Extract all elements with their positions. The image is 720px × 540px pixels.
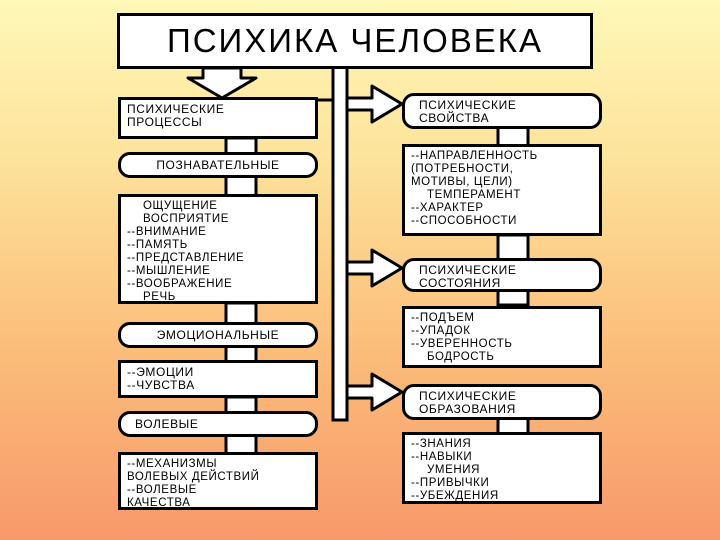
formations-item: --УБЕЖДЕНИЯ bbox=[411, 490, 499, 502]
emotional-item: --ЧУВСТВА bbox=[127, 378, 195, 392]
properties-item: --НАПРАВЛЕННОСТЬ bbox=[411, 150, 538, 162]
states-item: --УВЕРЕННОСТЬ bbox=[411, 338, 513, 350]
cognitive-item: --ВНИМАНИЕ bbox=[127, 226, 207, 238]
cognitive-item: РЕЧЬ bbox=[143, 291, 176, 303]
states-item: --ПОДЪЕМ bbox=[411, 312, 475, 324]
volitional-item: ВОЛЕВЫХ ДЕЙСТВИЙ bbox=[127, 471, 260, 483]
states-item: --УПАДОК bbox=[411, 325, 471, 337]
properties-item: --СПОСОБНОСТИ bbox=[411, 215, 517, 227]
formations-item: --ПРИВЫЧКИ bbox=[411, 477, 490, 489]
formations-item: --ЗНАНИЯ bbox=[411, 438, 472, 450]
properties-item: (ПОТРЕБНОСТИ, bbox=[411, 163, 514, 175]
properties-items-box bbox=[402, 144, 602, 236]
properties-item: --ХАРАКТЕР bbox=[411, 202, 484, 214]
states-items-box bbox=[402, 306, 602, 368]
title-down-arrow bbox=[188, 68, 256, 98]
page-title: ПСИХИКА ЧЕЛОВЕКА bbox=[167, 22, 543, 59]
formations-header-line-2: ОБРАЗОВАНИЯ bbox=[419, 402, 516, 416]
properties-header-box bbox=[402, 93, 602, 129]
cognitive-item: --ПАМЯТЬ bbox=[127, 239, 188, 251]
volitional-label: ВОЛЕВЫЕ bbox=[135, 417, 199, 431]
cognitive-items-box bbox=[118, 194, 318, 304]
volitional-label-box bbox=[118, 411, 318, 437]
cognitive-item: --ПРЕДСТАВЛЕНИЕ bbox=[127, 252, 245, 264]
processes-header-box bbox=[118, 97, 318, 139]
states-header-box bbox=[402, 258, 602, 292]
volitional-item: --МЕХАНИЗМЫ bbox=[127, 458, 218, 470]
emotional-items-box bbox=[118, 360, 318, 398]
title-box bbox=[117, 13, 593, 69]
states-item: БОДРОСТЬ bbox=[427, 351, 495, 363]
properties-item: МОТИВЫ, ЦЕЛИ) bbox=[411, 176, 513, 188]
emotional-item: --ЭМОЦИИ bbox=[127, 365, 194, 379]
volitional-item: КАЧЕСТВА bbox=[127, 497, 191, 509]
main-vertical-connector bbox=[333, 66, 347, 420]
cognitive-label-box bbox=[118, 152, 318, 178]
processes-header-line-1: ПСИХИЧЕСКИЕ bbox=[127, 102, 225, 116]
volitional-item: --ВОЛЕВЫЕ bbox=[127, 484, 197, 496]
cognitive-item: --ВООБРАЖЕНИЕ bbox=[127, 278, 233, 290]
formations-header-line-1: ПСИХИЧЕСКИЕ bbox=[419, 389, 517, 403]
states-header-line-1: ПСИХИЧЕСКИЕ bbox=[419, 263, 517, 277]
cognitive-label: ПОЗНАВАТЕЛЬНЫЕ bbox=[156, 158, 280, 172]
right-arrow-states bbox=[347, 250, 402, 286]
formations-header-box bbox=[402, 384, 602, 420]
properties-header-line-1: ПСИХИЧЕСКИЕ bbox=[419, 98, 517, 112]
left-link-2 bbox=[226, 176, 256, 196]
states-header-line-2: СОСТОЯНИЯ bbox=[419, 276, 501, 290]
right-arrow-formations bbox=[347, 374, 402, 410]
cognitive-item: --МЫШЛЕНИЕ bbox=[127, 265, 211, 277]
formations-item: --НАВЫКИ bbox=[411, 451, 473, 463]
volitional-items-box bbox=[118, 452, 318, 510]
properties-header-line-2: СВОЙСТВА bbox=[419, 111, 490, 125]
emotional-label-box bbox=[118, 322, 318, 348]
cognitive-item: ВОСПРИЯТИЕ bbox=[143, 213, 230, 225]
processes-header-line-2: ПРОЦЕССЫ bbox=[127, 115, 203, 129]
right-arrow-properties bbox=[347, 86, 402, 122]
properties-item: ТЕМПЕРАМЕНТ bbox=[427, 189, 521, 201]
formations-items-box bbox=[402, 432, 602, 504]
emotional-label: ЭМОЦИОНАЛЬНЫЕ bbox=[156, 328, 280, 342]
formations-item: УМЕНИЯ bbox=[427, 464, 481, 476]
cognitive-item: ОЩУЩЕНИЕ bbox=[143, 200, 218, 212]
